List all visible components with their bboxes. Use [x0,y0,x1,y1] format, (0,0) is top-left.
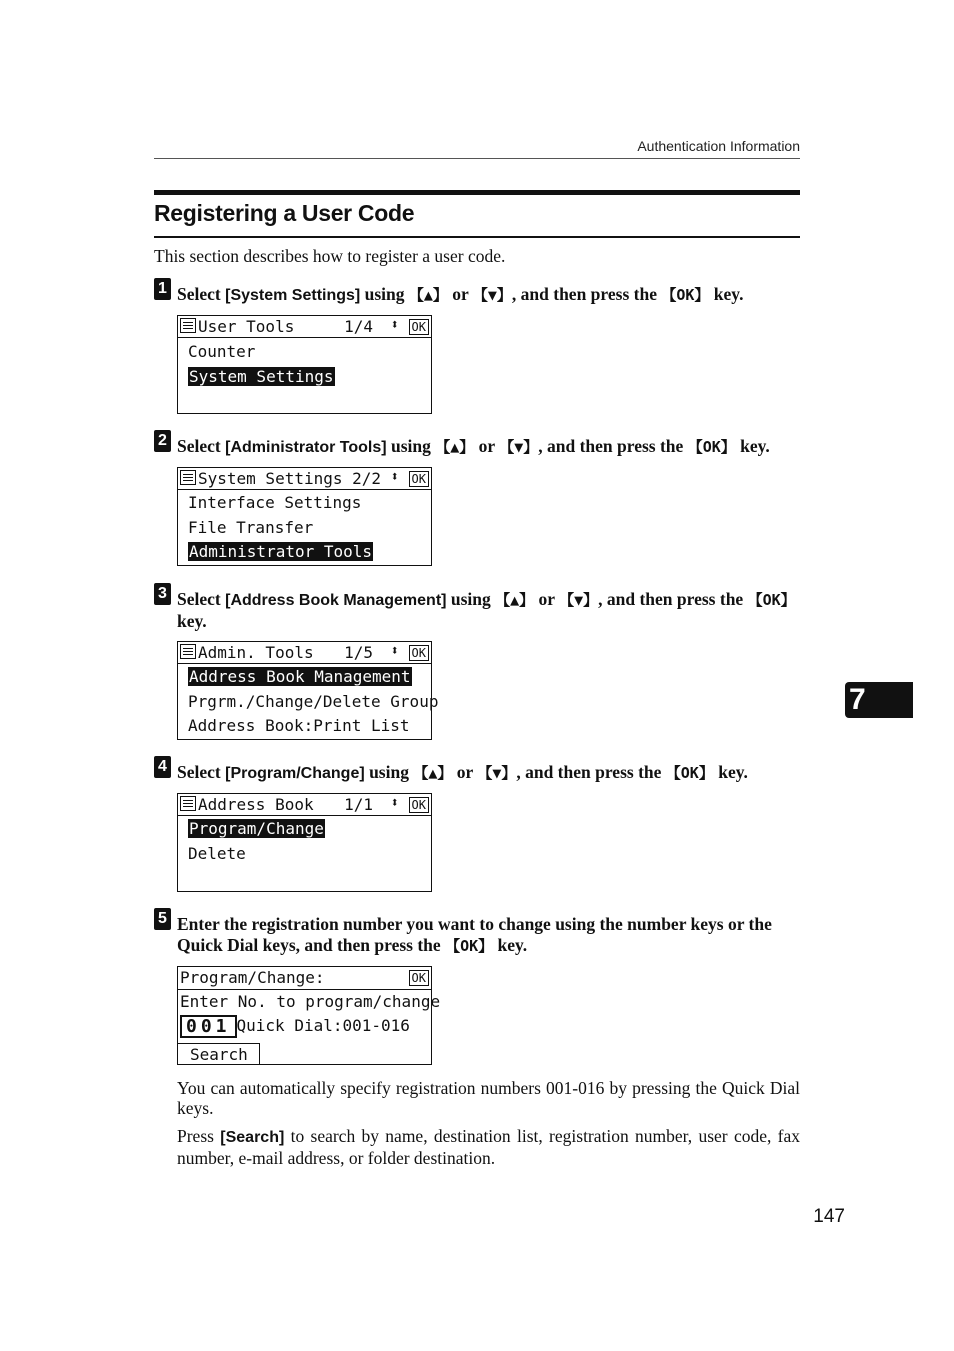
step-number-1: 1 [154,278,171,300]
lcd-screen-program-change [177,966,441,1065]
ok-icon: OK [409,645,429,661]
ok-icon: OK [409,471,429,487]
title-rule [154,236,800,238]
intro-text: This section describes how to register a user code. [154,246,506,266]
lcd-line-selected: Address Book Management [189,667,411,686]
lcd-line: File Transfer [188,517,314,537]
title-bar [154,190,800,195]
ok-icon: OK [409,319,429,335]
lcd-line: Delete [188,843,246,863]
document-icon [180,470,196,485]
lcd-line: Prgrm./Change/Delete Group [188,691,439,711]
lcd-screen-address-book [177,793,432,892]
up-down-arrow-icon: ⬍ [390,795,399,811]
up-down-arrow-icon: ⬍ [390,643,399,659]
step-1-text: Select [System Settings] using 【▲】 or 【▼】, and then press the 【OK】 key. [177,284,744,304]
step-3-text: Select [Address Book Management] using 【▲】 or 【▼】, and then press the 【OK】 key. [177,589,796,631]
lcd-screen-admin-tools [177,641,439,740]
document-icon [180,318,196,333]
menu-item-ref: [System Settings] [225,287,361,304]
lcd-line: Counter [188,342,256,361]
menu-item-ref: [Administrator Tools] [225,439,387,456]
chapter-tab: 7 [845,682,913,718]
header-rule [154,158,800,159]
step-5-text: Enter the registration number you want to change using the number keys or the Quick Dial keys, and then press the 【OK】 key. [177,914,772,955]
lcd-line: Address Book:Print List [188,716,410,735]
lcd-number-row: 001 Quick Dial:001-016 [178,1014,431,1038]
lcd-line-selected: Administrator Tools [189,542,373,561]
step-number-2: 2 [154,430,171,452]
step-number-3: 3 [154,583,171,605]
lcd-title-bar: Admin. Tools 1/5 ⬍ OK [178,642,431,664]
running-header: Authentication Information [637,138,800,154]
ok-icon: OK [409,970,429,986]
registration-number-field: 001 [180,1015,237,1038]
lcd-line: Interface Settings [188,493,362,512]
document-icon [180,644,196,659]
up-down-arrow-icon: ⬍ [390,317,399,333]
note-search: Press [Search] to search by name, destination list, registration number, user code, fax number, e-mail address, or folder destination. [177,1126,800,1168]
ok-icon: OK [409,797,429,813]
search-softkey: Search [178,1043,260,1064]
lcd-screen-user-tools [177,315,432,414]
lcd-line: Enter No. to program/change [180,992,441,1011]
up-down-arrow-icon: ⬍ [390,469,399,485]
lcd-title-bar: User Tools 1/4 ⬍ OK [178,316,431,338]
note-quick-dial: You can automatically specify registration numbers 001-016 by pressing the Quick Dial keys. [177,1078,800,1118]
step-2-text: Select [Administrator Tools] using 【▲】 or 【▼】, and then press the 【OK】 key. [177,436,770,456]
menu-item-ref: [Address Book Management] [225,592,447,609]
step-number-4: 4 [154,756,171,778]
lcd-title-bar: Program/Change: OK [178,967,431,990]
step-number-5: 5 [154,908,171,930]
lcd-line-selected: System Settings [189,366,334,386]
lcd-title-bar: Address Book 1/1 ⬍ OK [178,794,431,816]
step-4-text: Select [Program/Change] using 【▲】 or 【▼】, and then press the 【OK】 key. [177,762,748,782]
menu-item-ref: [Program/Change] [225,765,365,782]
lcd-screen-system-settings [177,467,432,566]
lcd-title-bar: System Settings 2/2 ⬍ OK [178,468,431,490]
document-icon [180,796,196,811]
lcd-line-selected: Program/Change [189,819,324,838]
page-number: 147 [813,1206,845,1227]
section-title: Registering a User Code [154,200,415,226]
